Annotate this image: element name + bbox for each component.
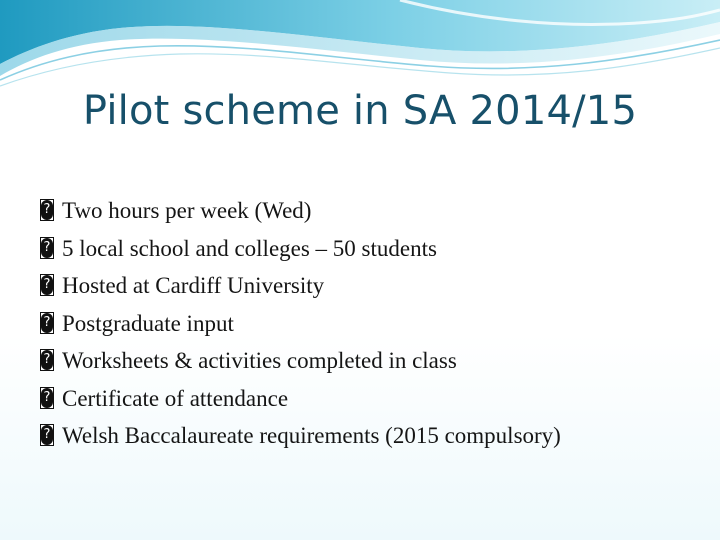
bullet-item: [40, 192, 561, 230]
replacement-character-icon: [40, 237, 54, 259]
replacement-character-icon: [40, 349, 54, 371]
bullet-item: [40, 305, 561, 343]
replacement-character-icon: [40, 387, 54, 409]
bullet-text: Certificate of attendance: [62, 385, 289, 411]
bullet-item: [40, 230, 561, 268]
slide-title: Pilot scheme in SA 2014/15: [82, 88, 638, 134]
bullet-item: [40, 342, 561, 380]
bullet-text: Welsh Baccalaureate requirements (2015 compulsory): [62, 423, 561, 448]
bullet-text: Worksheets & activities completed in class: [62, 348, 457, 373]
bullet-list: [40, 192, 561, 455]
bullet-item: [40, 417, 561, 455]
replacement-character-icon: [40, 274, 54, 296]
bullet-text: Hosted at Cardiff University: [62, 273, 325, 298]
replacement-character-icon: [40, 312, 54, 334]
bullet-item: [40, 380, 561, 418]
bullet-text: 5 local school and colleges – 50 students: [62, 235, 437, 261]
bullet-item: [40, 267, 561, 305]
replacement-character-icon: [40, 199, 54, 221]
bullet-text: Two hours per week (Wed): [62, 198, 312, 223]
bullet-text: Postgraduate input: [62, 310, 234, 336]
replacement-character-icon: [40, 424, 54, 446]
